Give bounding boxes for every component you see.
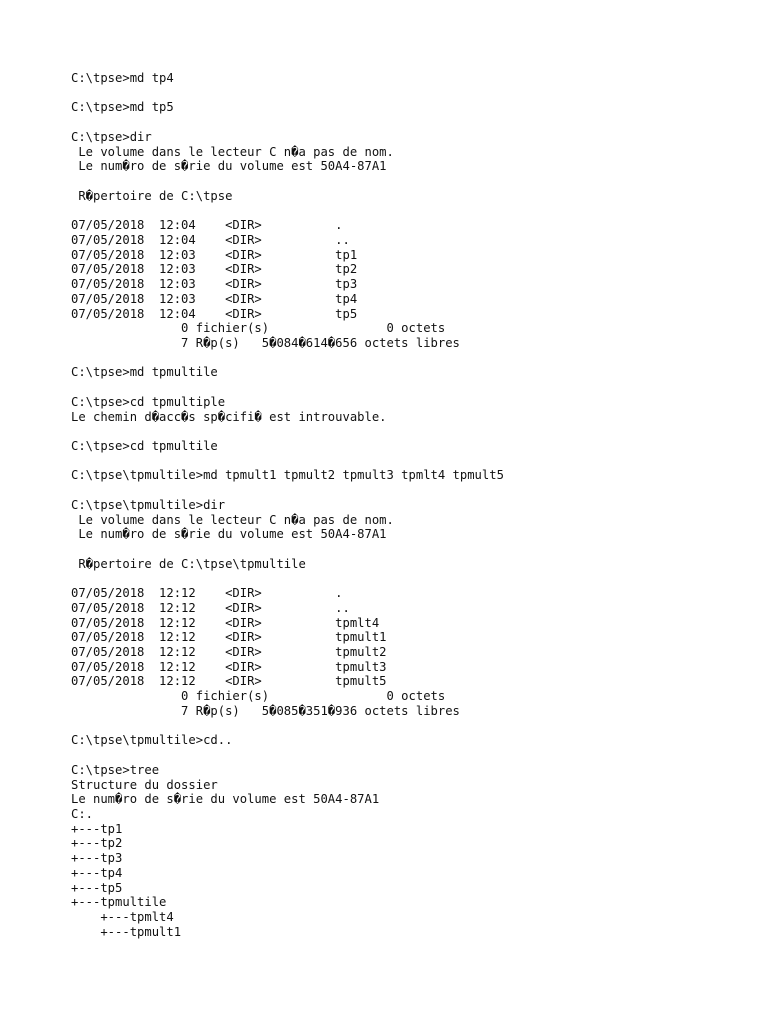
console-line: 07/05/2018 12:12 <DIR> tpmult5	[71, 674, 387, 689]
console-line: C:\tpse\tpmultile>dir	[71, 497, 226, 512]
console-line	[71, 748, 504, 763]
console-transcript	[71, 71, 504, 939]
console-line: Le volume dans le lecteur C n�a pas de nom.	[71, 144, 394, 159]
console-line: 07/05/2018 12:03 <DIR> tp4	[71, 291, 358, 306]
console-line: Le num�ro de s�rie du volume est 50A4-87A1	[71, 159, 387, 174]
console-line: 07/05/2018 12:12 <DIR> tpmult1	[71, 630, 387, 645]
console-line: C:\tpse>cd tpmultiple	[71, 394, 226, 409]
console-line	[71, 719, 504, 734]
console-line: +---tp2	[71, 836, 123, 851]
console-line: C:\tpse>tree	[71, 762, 160, 777]
console-line	[71, 86, 504, 101]
console-line	[71, 380, 504, 395]
console-line: +---tp1	[71, 821, 123, 836]
console-line: 07/05/2018 12:12 <DIR> ..	[71, 600, 350, 615]
console-line: +---tp5	[71, 880, 123, 895]
console-line: 07/05/2018 12:12 <DIR> .	[71, 586, 343, 601]
console-line: 07/05/2018 12:03 <DIR> tp2	[71, 262, 358, 277]
console-line: 07/05/2018 12:03 <DIR> tp1	[71, 247, 358, 262]
console-line	[71, 483, 504, 498]
console-line: Le volume dans le lecteur C n�a pas de nom.	[71, 512, 394, 527]
console-line	[71, 424, 504, 439]
console-line: Le num�ro de s�rie du volume est 50A4-87A1	[71, 527, 387, 542]
console-line	[71, 115, 504, 130]
console-line	[71, 571, 504, 586]
console-line: C:\tpse>md tpmultile	[71, 365, 218, 380]
console-line: 7 R�p(s) 5�085�351�936 octets libres	[71, 703, 460, 718]
console-line: Le chemin d�acc�s sp�cifi� est introuvable.	[71, 409, 387, 424]
console-line: 07/05/2018 12:12 <DIR> tpmlt4	[71, 615, 380, 630]
console-line: 07/05/2018 12:12 <DIR> tpmult3	[71, 659, 387, 674]
console-line: +---tpmult1	[71, 924, 182, 939]
console-line: 07/05/2018 12:04 <DIR> ..	[71, 232, 350, 247]
console-line	[71, 454, 504, 469]
console-line: 0 fichier(s) 0 octets	[71, 689, 446, 704]
console-line: 07/05/2018 12:04 <DIR> tp5	[71, 306, 358, 321]
console-line: +---tp3	[71, 851, 123, 866]
console-line	[71, 542, 504, 557]
console-line: 0 fichier(s) 0 octets	[71, 321, 446, 336]
console-line: Structure du dossier	[71, 777, 218, 792]
console-line: C:\tpse\tpmultile>md tpmult1 tpmult2 tpmult3 tpmlt4 tpmult5	[71, 468, 504, 483]
console-line: +---tpmultile	[71, 895, 167, 910]
console-line	[71, 174, 504, 189]
console-line: C:\tpse>dir	[71, 129, 152, 144]
console-line: R�pertoire de C:\tpse	[71, 188, 233, 203]
console-line: 07/05/2018 12:04 <DIR> .	[71, 218, 343, 233]
console-line: C:\tpse>cd tpmultile	[71, 438, 218, 453]
console-line	[71, 351, 504, 366]
console-line: C:\tpse\tpmultile>cd..	[71, 733, 233, 748]
console-line: +---tp4	[71, 865, 123, 880]
console-line: Le num�ro de s�rie du volume est 50A4-87A1	[71, 792, 380, 807]
console-line: C:.	[71, 806, 94, 821]
console-line	[71, 203, 504, 218]
console-line: R�pertoire de C:\tpse\tpmultile	[71, 556, 306, 571]
console-line: 7 R�p(s) 5�084�614�656 octets libres	[71, 335, 460, 350]
console-line: C:\tpse>md tp5	[71, 100, 174, 115]
console-line: 07/05/2018 12:03 <DIR> tp3	[71, 277, 358, 292]
console-line: +---tpmlt4	[71, 909, 174, 924]
console-line: 07/05/2018 12:12 <DIR> tpmult2	[71, 645, 387, 660]
console-line: C:\tpse>md tp4	[71, 71, 174, 85]
